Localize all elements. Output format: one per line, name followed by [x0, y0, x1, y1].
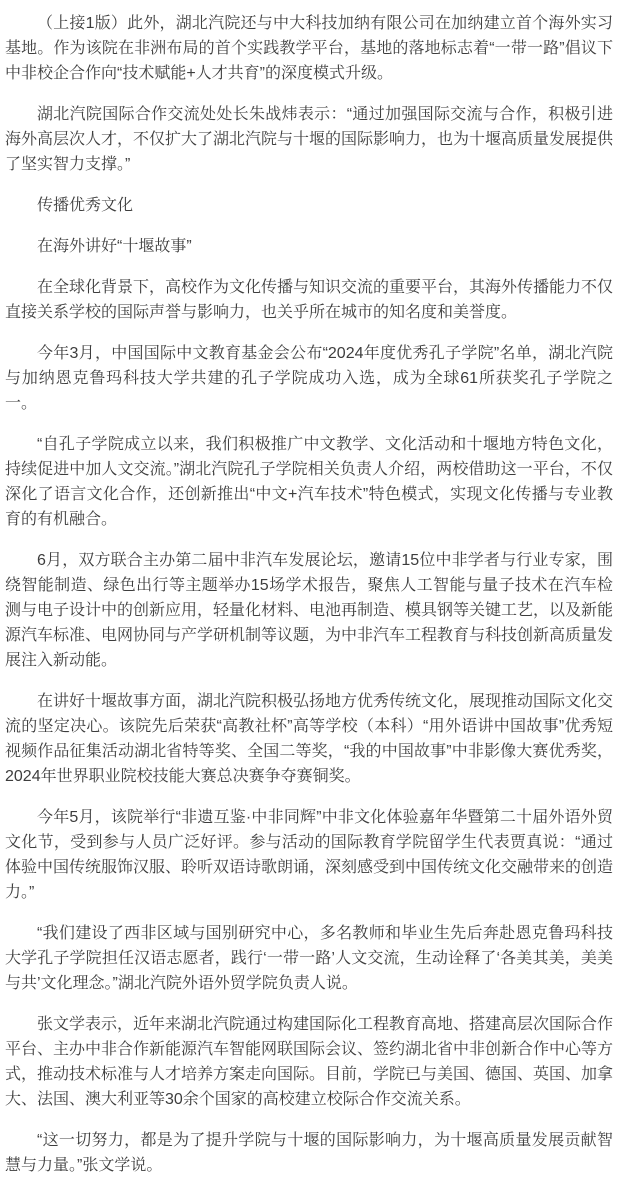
article-paragraph-closing-quote: “这一切努力，都是为了提升学院与十堰的国际影响力，为十堰高质量发展贡献智慧与力量。”张文学说。 — [5, 1132, 613, 1174]
article-body — [5, 11, 613, 1178]
article-paragraph: 在讲好十堰故事方面，湖北汽院积极弘扬地方优秀传统文化，展现推动国际文化交流的坚定决心。该院先后荣获“高教社杯”高等学校（本科）“用外语讲中国故事”优秀短视频作品征集活动湖北省特等奖、全国二等奖，“我的中国故事”中非影像大赛优秀奖，2024年世界职业院校技能大赛总决赛争夺赛铜奖。 — [5, 693, 614, 785]
article-paragraph: 在全球化背景下，高校作为文化传播与知识交流的重要平台，其海外传播能力不仅直接关系学校的国际声誉与影响力，也关乎所在城市的知名度和美誉度。 — [5, 279, 614, 321]
article-paragraph: 今年5月，该院举行“非遗互鉴·中非同辉”中非文化体验嘉年华暨第二十届外语外贸文化节，受到参与人员广泛好评。参与活动的国际教育学院留学生代表贾真说：“通过体验中国传统服饰汉服、聆听双语诗歌朗诵，深刻感受到中国传统文化交融带来的创造力。” — [5, 809, 614, 901]
article-paragraph: “我们建设了西非区域与国别研究中心，多名教师和毕业生先后奔赴恩克鲁玛科技大学孔子学院担任汉语志愿者，践行‘一带一路’人文交流，生动诠释了‘各美其美，美美与共’文化理念。”湖北汽院外语外贸学院负责人说。 — [5, 925, 613, 992]
section-subheading-line1: 传播优秀文化 — [37, 197, 134, 214]
article-paragraph: 湖北汽院国际合作交流处处长朱战炜表示：“通过加强国际交流与合作，积极引进海外高层次人才，不仅扩大了湖北汽院与十堰的国际影响力，也为十堰高质量发展提供了坚实智力支撑。” — [5, 106, 614, 173]
article-paragraph: “自孔子学院成立以来，我们积极推广中文教学、文化活动和十堰地方特色文化，持续促进中加人文交流。”湖北汽院孔子学院相关负责人介绍，两校借助这一平台，不仅深化了语言文化合作，还创新推出“中文+汽车技术”特色模式，实现文化传播与专业教育的有机融合。 — [5, 436, 613, 528]
article-paragraph: 6月，双方联合主办第二届中非汽车发展论坛，邀请15位中非学者与行业专家，围绕智能制造、绿色出行等主题举办15场学术报告，聚焦人工智能与量子技术在汽车检测与电子设计中的创新应用，轻量化材料、电池再制造、模具钢等关键工艺，以及新能源汽车标准、电网协同与产学研机制等议题，为中非汽车工程教育与科技创新高质量发展注入新动能。 — [5, 552, 614, 669]
article-paragraph: 张文学表示，近年来湖北汽院通过构建国际化工程教育高地、搭建高层次国际合作平台、主办中非合作新能源汽车智能网联国际会议、签约湖北省中非创新合作中心等方式，推动技术标准与人才培养方案走向国际。目前，学院已与美国、德国、英国、加拿大、法国、澳大利亚等30余个国家的高校建立校际合作交流关系。 — [5, 1016, 614, 1108]
article-paragraph: 今年3月，中国国际中文教育基金会公布“2024年度优秀孔子学院”名单，湖北汽院与加纳恩克鲁玛科技大学共建的孔子学院成功入选，成为全球61所获奖孔子学院之一。 — [5, 345, 613, 412]
article-paragraph-continuation: （上接1版）此外，湖北汽院还与中大科技加纳有限公司在加纳建立首个海外实习基地。作为该院在非洲布局的首个实践教学平台，基地的落地标志着“一带一路”倡议下中非校企合作向“技术赋能+人才共育”的深度模式升级。 — [5, 15, 613, 82]
section-subheading-line2: 在海外讲好“十堰故事” — [37, 238, 192, 255]
